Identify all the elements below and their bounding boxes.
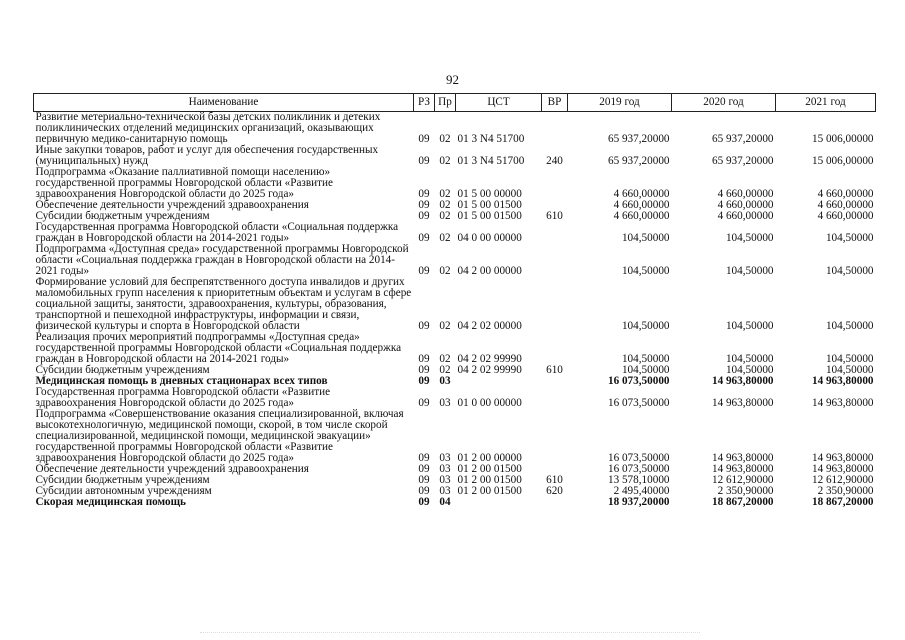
row-2019: 104,50000 — [621, 320, 670, 332]
row-2021: 104,50000 — [825, 353, 874, 365]
row-name: Субсидии бюджетным учреждениям — [35, 210, 210, 222]
row-rz: 09 — [418, 199, 430, 211]
row-2020: 14 963,80000 — [711, 452, 774, 464]
row-vr — [542, 376, 568, 387]
row-2019: 2 495,40000 — [613, 485, 670, 497]
row-vr — [542, 497, 568, 508]
row-cst: 01 3 N4 51700 — [457, 133, 525, 145]
row-2019: 65 937,20000 — [607, 155, 670, 167]
row-2021: 15 006,00000 — [811, 155, 874, 167]
row-2019: 104,50000 — [621, 353, 670, 365]
row-pr: 03 — [439, 452, 451, 464]
row-2021: 104,50000 — [825, 364, 874, 376]
row-2020: 104,50000 — [725, 320, 774, 332]
row-rz: 09 — [418, 188, 430, 200]
row-name: Подпрограмма «Доступная среда» государственной программы Новгородской области «Социальная поддержка граждан в Новгородской области на 2014-2021 годы» — [35, 243, 409, 277]
row-name: Развитие метериально-технической базы детских поликлиник и детеких поликлинических отделений медицинских организаций, оказывающих первичную медико-санитарную помощь — [35, 111, 381, 145]
row-vr — [542, 332, 568, 365]
row-2020: 4 660,00000 — [717, 210, 774, 222]
row-2019: 18 937,20000 — [607, 496, 670, 508]
header-vr: ВР — [542, 94, 568, 112]
row-cst: 01 2 00 01500 — [457, 463, 522, 475]
row-rz: 09 — [418, 397, 430, 409]
row-name: Государственная программа Новгородской области «Социальная поддержка граждан в Новгородской области на 2014-2021 годы» — [35, 221, 399, 244]
row-2020: 104,50000 — [725, 232, 774, 244]
row-2020: 104,50000 — [725, 364, 774, 376]
row-rz: 09 — [418, 353, 430, 365]
row-2020: 104,50000 — [725, 265, 774, 277]
row-vr: 610 — [546, 364, 563, 376]
row-pr: 02 — [439, 155, 451, 167]
row-pr: 03 — [439, 463, 451, 475]
row-2019: 104,50000 — [621, 265, 670, 277]
row-2020: 12 612,90000 — [711, 474, 774, 486]
table-row — [34, 112, 876, 146]
row-pr: 02 — [439, 232, 451, 244]
header-2020: 2020 год — [672, 94, 776, 112]
row-pr: 04 — [439, 496, 451, 508]
header-rz: РЗ — [414, 94, 435, 112]
row-vr — [542, 167, 568, 200]
row-2021: 4 660,00000 — [817, 188, 874, 200]
row-pr: 02 — [439, 320, 451, 332]
row-cst: 04 0 00 00000 — [457, 232, 522, 244]
row-name: Государственная программа Новгородской области «Развитие здравоохранения Новгородской области до 2025 года» — [35, 386, 331, 409]
row-rz: 09 — [418, 133, 430, 145]
row-name: Скорая медицинская помощь — [35, 496, 186, 508]
row-2021: 18 867,20000 — [811, 496, 874, 508]
row-2020: 4 660,00000 — [717, 188, 774, 200]
table-body — [34, 112, 876, 509]
row-2020: 2 350,90000 — [717, 485, 774, 497]
row-name: Субсидии бюджетным учреждениям — [35, 474, 210, 486]
row-name: Субсидии автономным учреждениям — [35, 485, 212, 497]
row-2019: 104,50000 — [621, 364, 670, 376]
header-2019: 2019 год — [568, 94, 672, 112]
row-2019: 16 073,50000 — [607, 397, 670, 409]
header-pr: Пр — [435, 94, 456, 112]
row-cst: 04 2 00 00000 — [457, 265, 522, 277]
row-cst: 01 3 N4 51700 — [457, 155, 525, 167]
budget-table — [33, 93, 876, 508]
row-cst: 01 5 00 00000 — [457, 188, 522, 200]
row-2021: 4 660,00000 — [817, 199, 874, 211]
row-2021: 14 963,80000 — [811, 375, 874, 387]
row-2019: 104,50000 — [621, 232, 670, 244]
row-name: Подпрограмма «Совершенствование оказания специализированной, включая высокотехнологичную, медицинской помощи, скорой, в том числе скорой специализированной, медицинской помощи, медицинской эвакуации» государственной программы Новгородской области «Развитие здравоохранения Новгородской области до 2025 года» — [35, 408, 404, 464]
header-name: Наименование — [34, 94, 414, 112]
row-name: Формирование условий для беспрепятственного доступа инвалидов и других маломобильных групп населения к приоритетным объектам и услугам в сфере социальной защиты, занятости, здравоохранения, культуры, образования, транспортной и пешеходной инфраструктуры, информации и связи, физической культуры и спорта в Новгородской области — [35, 276, 412, 332]
row-2021: 104,50000 — [825, 232, 874, 244]
row-pr: 02 — [439, 133, 451, 145]
table-row — [34, 409, 876, 464]
row-2021: 2 350,90000 — [817, 485, 874, 497]
table-row — [34, 222, 876, 244]
row-vr: 610 — [546, 474, 563, 486]
row-pr: 02 — [439, 210, 451, 222]
page-number: 92 — [446, 72, 459, 87]
row-rz: 09 — [418, 210, 430, 222]
row-cst — [456, 376, 542, 387]
row-cst — [456, 497, 542, 508]
scan-artifact-line — [200, 632, 700, 634]
row-vr — [542, 409, 568, 464]
row-cst: 01 2 00 01500 — [457, 474, 522, 486]
row-rz: 09 — [418, 496, 430, 508]
row-name: Медицинская помощь в дневных стационарах всех типов — [35, 375, 328, 387]
row-2020: 65 937,20000 — [711, 155, 774, 167]
row-rz: 09 — [418, 320, 430, 332]
row-vr — [542, 222, 568, 244]
row-name: Реализация прочих мероприятий подпрограммы «Доступная среда» государственной программы Новгородской области «Социальная поддержка граждан в Новгородской области на 2014-2021 годы» — [35, 331, 402, 365]
row-rz: 09 — [418, 463, 430, 475]
row-name: Иные закупки товаров, работ и услуг для обеспечения государственных (муниципальных) нужд — [35, 144, 379, 167]
row-cst: 01 2 00 00000 — [457, 452, 522, 464]
row-pr: 03 — [439, 485, 451, 497]
row-rz: 09 — [418, 364, 430, 376]
row-name: Субсидии бюджетным учреждениям — [35, 364, 210, 376]
row-2019: 16 073,50000 — [607, 375, 670, 387]
table-row — [34, 145, 876, 167]
row-vr: 240 — [546, 155, 563, 167]
row-vr: 620 — [546, 485, 563, 497]
table-row — [34, 387, 876, 409]
row-2020: 14 963,80000 — [711, 463, 774, 475]
row-2021: 4 660,00000 — [817, 210, 874, 222]
row-2020: 65 937,20000 — [711, 133, 774, 145]
table-header-row — [34, 94, 876, 112]
row-2021: 14 963,80000 — [811, 397, 874, 409]
row-rz: 09 — [418, 232, 430, 244]
row-2020: 14 963,80000 — [711, 375, 774, 387]
row-rz: 09 — [418, 474, 430, 486]
table-row — [34, 167, 876, 200]
row-vr: 610 — [546, 210, 563, 222]
table-row — [34, 332, 876, 365]
row-cst: 01 2 00 01500 — [457, 485, 522, 497]
row-2021: 14 963,80000 — [811, 452, 874, 464]
table-row — [34, 244, 876, 277]
row-2021: 104,50000 — [825, 320, 874, 332]
row-pr: 03 — [439, 474, 451, 486]
row-2021: 14 963,80000 — [811, 463, 874, 475]
row-pr: 02 — [439, 199, 451, 211]
row-cst: 04 2 02 00000 — [457, 320, 522, 332]
row-2020: 18 867,20000 — [711, 496, 774, 508]
row-2021: 104,50000 — [825, 265, 874, 277]
row-2019: 13 578,10000 — [607, 474, 670, 486]
row-name: Подпрограмма «Оказание паллиативной помощи населению» государственной программы Новгородской области «Развитие здравоохранения Новгородской области до 2025 года» — [35, 166, 333, 200]
row-rz: 09 — [418, 155, 430, 167]
row-rz: 09 — [418, 265, 430, 277]
table-row — [34, 497, 876, 508]
row-2021: 12 612,90000 — [811, 474, 874, 486]
row-pr: 02 — [439, 364, 451, 376]
row-cst: 01 0 00 00000 — [457, 397, 522, 409]
row-cst: 01 5 00 01500 — [457, 199, 522, 211]
row-2020: 4 660,00000 — [717, 199, 774, 211]
row-rz: 09 — [418, 485, 430, 497]
row-cst: 04 2 02 99990 — [457, 364, 522, 376]
row-2019: 4 660,00000 — [613, 210, 670, 222]
row-rz: 09 — [418, 452, 430, 464]
row-2019: 4 660,00000 — [613, 199, 670, 211]
row-vr — [542, 244, 568, 277]
row-rz: 09 — [418, 375, 430, 387]
row-2019: 16 073,50000 — [607, 463, 670, 475]
row-2019: 4 660,00000 — [613, 188, 670, 200]
row-pr: 03 — [439, 397, 451, 409]
row-2020: 14 963,80000 — [711, 397, 774, 409]
row-pr: 02 — [439, 265, 451, 277]
row-vr — [542, 387, 568, 409]
row-name: Обеспечение деятельности учреждений здравоохранения — [35, 463, 309, 475]
row-cst: 04 2 02 99990 — [457, 353, 522, 365]
header-2021: 2021 год — [776, 94, 876, 112]
row-pr: 02 — [439, 353, 451, 365]
row-pr: 03 — [439, 375, 451, 387]
row-pr: 02 — [439, 188, 451, 200]
row-2019: 65 937,20000 — [607, 133, 670, 145]
row-vr — [542, 277, 568, 332]
row-name: Обеспечение деятельности учреждений здравоохранения — [35, 199, 309, 211]
row-2020: 104,50000 — [725, 353, 774, 365]
header-cst: ЦСТ — [456, 94, 542, 112]
row-cst: 01 5 00 01500 — [457, 210, 522, 222]
row-vr — [542, 112, 568, 146]
row-2021: 15 006,00000 — [811, 133, 874, 145]
row-2019: 16 073,50000 — [607, 452, 670, 464]
table-row — [34, 277, 876, 332]
